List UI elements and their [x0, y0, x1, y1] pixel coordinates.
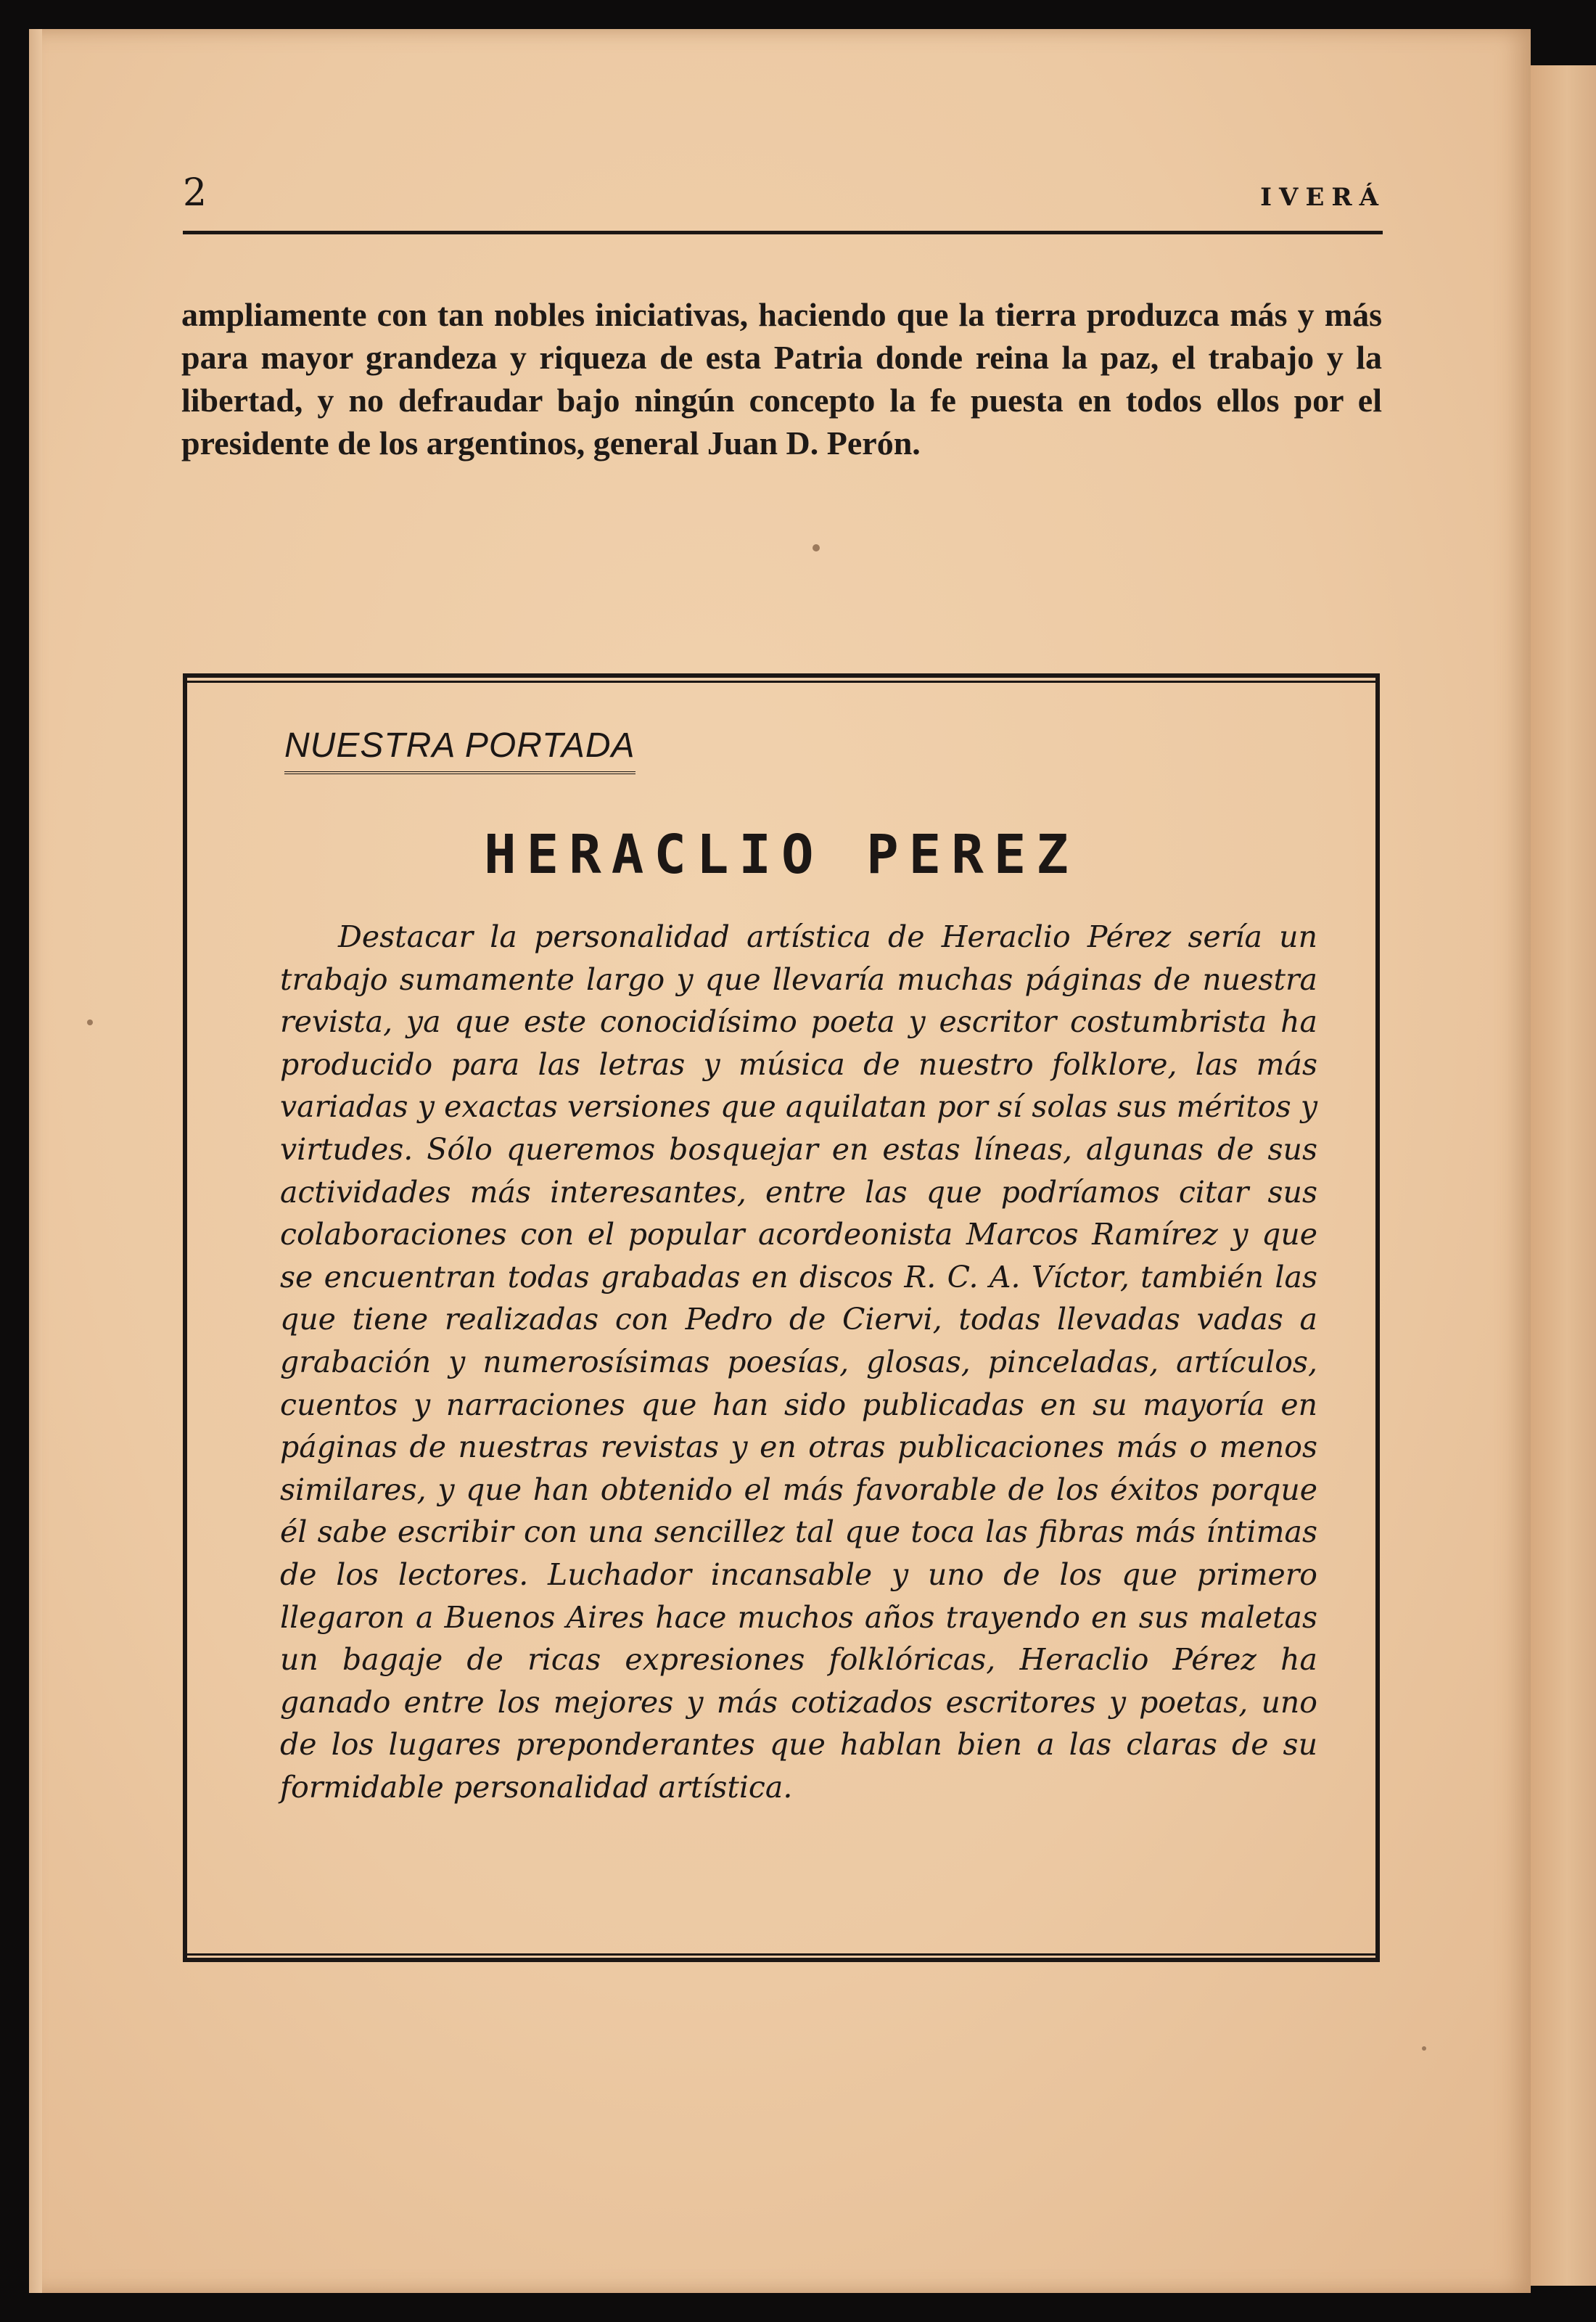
box-double-rule-top [183, 681, 1380, 683]
page-left-edge [29, 29, 42, 2293]
section-label: NUESTRA PORTADA [284, 726, 635, 774]
page-number: 2 [183, 171, 207, 215]
paper-speck [813, 544, 820, 551]
running-head: IVERÁ [1260, 183, 1386, 212]
back-page-edge [1523, 65, 1596, 2286]
box-double-rule-bottom [183, 1953, 1380, 1956]
intro-paragraph: ampliamente con tan nobles iniciativas, haciendo que la tierra produzca más y más para mayor grandeza y riqueza de esta Patria donde reina la paz, el trabajo y la libertad, y no defraudar bajo ningún concepto la fe puesta en todos ellos por el presidente de los argentinos, general Juan D. Perón. [181, 296, 1382, 461]
header-rule [183, 231, 1383, 234]
paper-speck [1422, 2046, 1426, 2051]
feature-body: Destacar la personalidad artística de Heraclio Pérez sería un trabajo sumamente largo y que llevaría muchas páginas de nuestra revista, ya que este conocidísimo poeta y escritor costumbrista ha producido para las letras y música de nuestro folklore, las más variadas y exactas versiones que aquilatan por sí solas sus méritos y virtudes. Sólo queremos bosquejar en estas líneas, algunas de sus actividades más interesantes, entre las que podríamos citar sus colaboraciones con el popular acordeonista Marcos Ramírez y que se encuentran todas grabadas en discos R. C. A. Víctor, también las que tiene realizadas con Pedro de Ciervi, todas llevadas vadas a grabación y numerosísimas poesías, glosas, pinceladas, artículos, cuentos y narraciones que han sido publicadas en su mayoría en páginas de nuestras revistas y en otras publicaciones más o menos similares, y que han obtenido el más favorable de los éxitos porque él sabe escribir con una sencillez tal que toca las fibras más íntimas de los lectores. Luchador incansable y uno de los que primero llegaron a Buenos Aires hace muchos años trayendo en sus maletas un bagaje de ricas expresiones folklóricas, Heraclio Pérez ha ganado entre los mejores y más cotizados escritores y poetas, uno de los lugares preponderantes que hablan bien a las claras de su formidable personalidad artística. [280, 919, 1317, 1805]
paper-speck [87, 1020, 93, 1025]
feature-title: HERACLIO PEREZ [484, 824, 1079, 886]
